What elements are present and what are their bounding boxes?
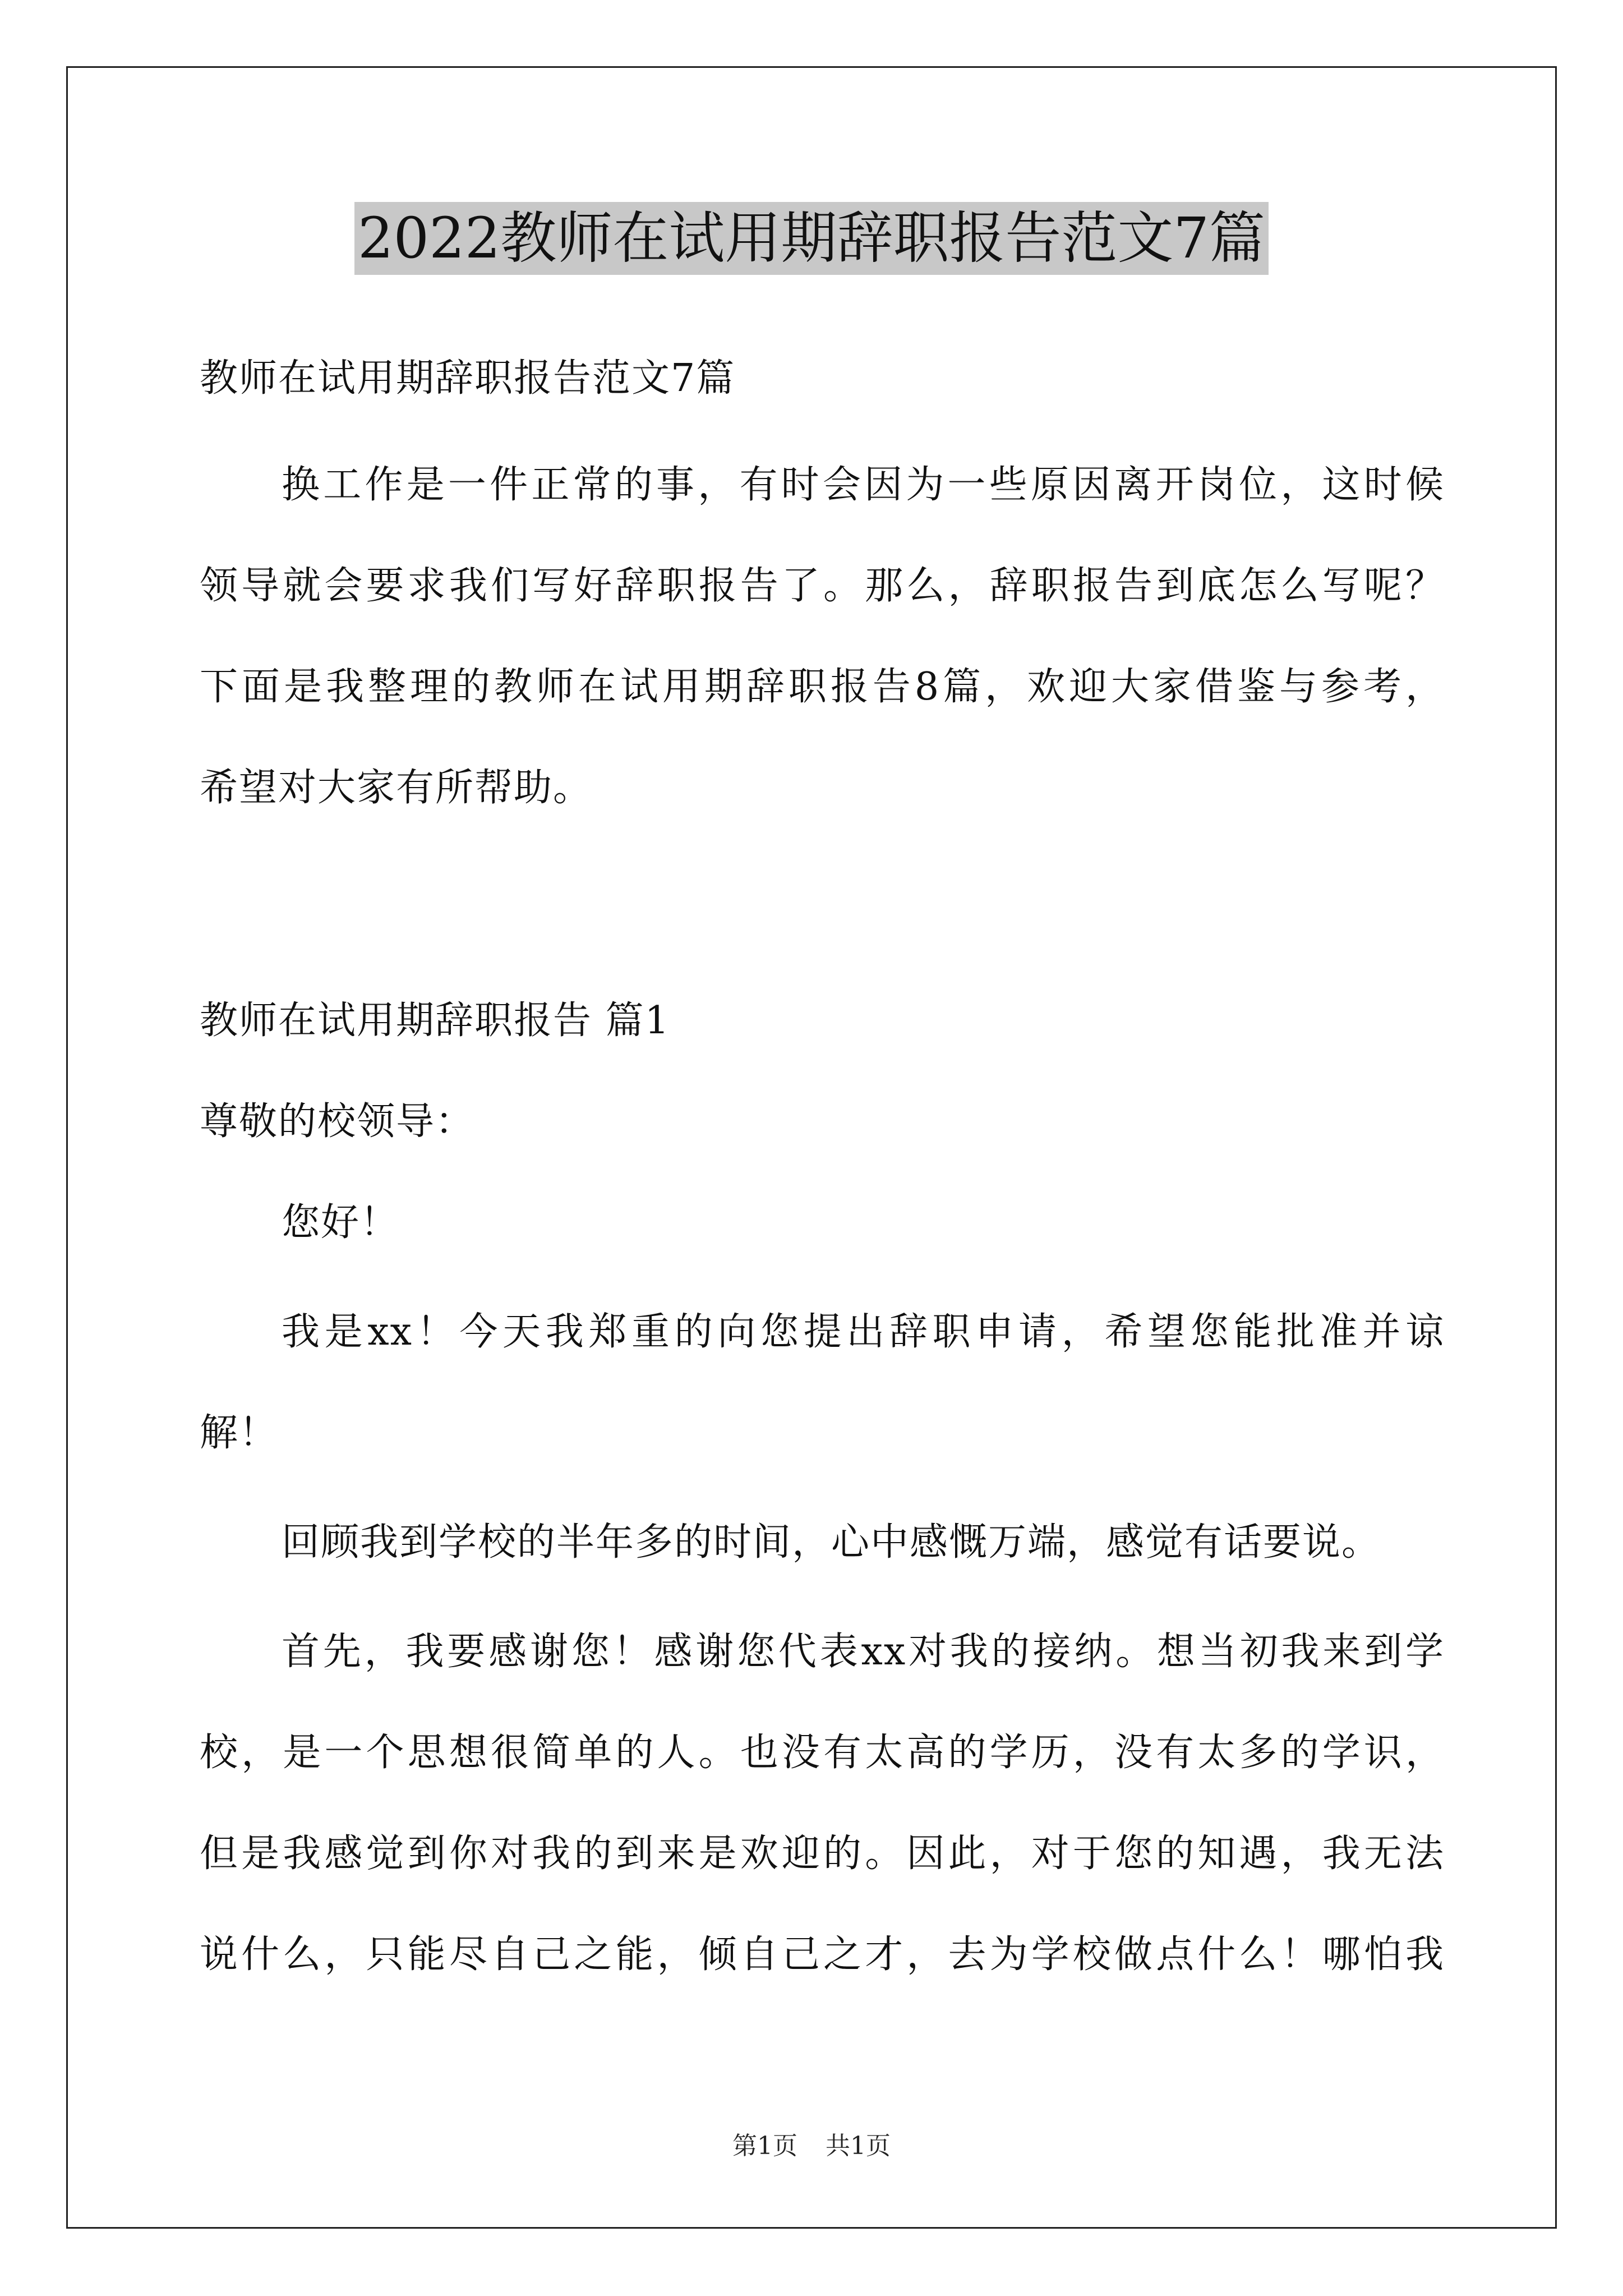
- document-title: 2022教师在试用期辞职报告范文7篇: [354, 202, 1269, 275]
- body-line-7: 说什么，只能尽自己之能，倾自己之才，去为学校做点什么！哪怕我: [200, 1932, 1445, 1977]
- body-line-5: 校，是一个思想很简单的人。也没有太高的学历，没有太多的学识，: [200, 1731, 1445, 1775]
- intro-line-2: 领导就会要求我们写好辞职报告了。那么，辞职报告到底怎么写呢？: [200, 564, 1445, 608]
- salutation: 尊敬的校领导：: [200, 1099, 475, 1144]
- intro-line-3: 下面是我整理的教师在试用期辞职报告8篇，欢迎大家借鉴与参考，: [200, 665, 1445, 709]
- page-number: 第1页: [732, 2132, 797, 2160]
- body-line-3: 回顾我到学校的半年多的时间，心中感慨万端，感觉有话要说。: [282, 1520, 1381, 1565]
- page-total: 共1页: [826, 2132, 891, 2160]
- document-subtitle: 教师在试用期辞职报告范文7篇: [200, 356, 736, 401]
- body-line-2: 解！: [200, 1411, 279, 1455]
- intro-line-1: 换工作是一件正常的事，有时会因为一些原因离开岗位，这时候: [282, 463, 1445, 507]
- section-heading: 教师在试用期辞职报告 篇1: [200, 999, 670, 1043]
- page-footer: [0, 2131, 1623, 2162]
- body-line-6: 但是我感觉到你对我的到来是欢迎的。因此，对于您的知遇，我无法: [200, 1832, 1445, 1876]
- body-line-4: 首先，我要感谢您！感谢您代表xx对我的接纳。想当初我来到学: [282, 1630, 1445, 1674]
- greeting: 您好！: [282, 1200, 400, 1245]
- title-container: [0, 202, 1623, 275]
- intro-line-4: 希望对大家有所帮助。: [200, 766, 593, 810]
- body-line-1: 我是xx！今天我郑重的向您提出辞职申请，希望您能批准并谅: [282, 1310, 1445, 1354]
